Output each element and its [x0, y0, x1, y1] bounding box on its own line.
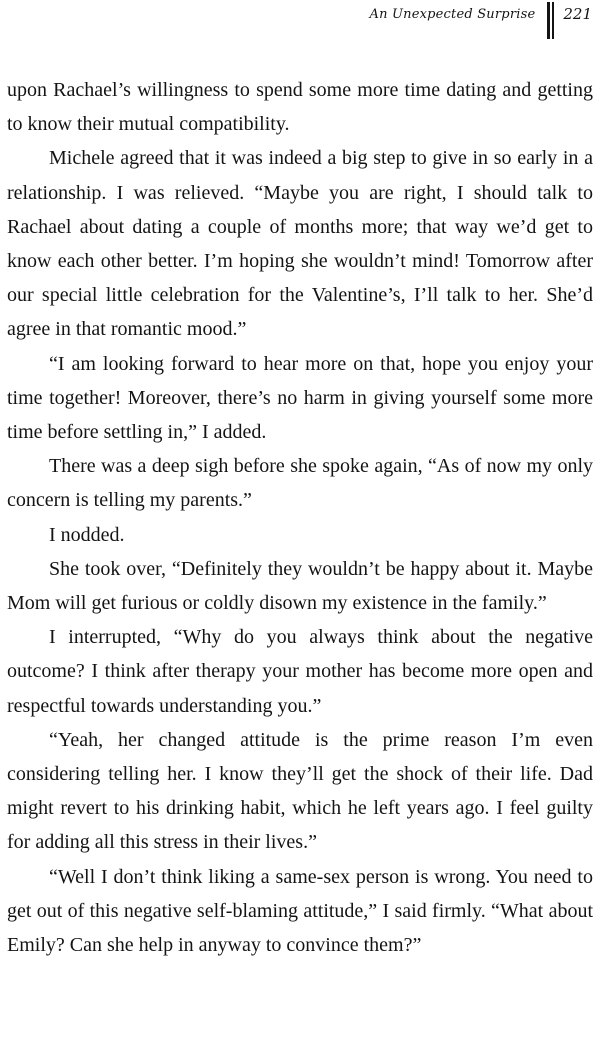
paragraph: “Well I don’t think liking a same-sex person is wrong. You need to get out of this negative self-blaming attitude,” I said firmly. “What about Emily? Can she help in anyway to convince them?”	[7, 865, 593, 957]
page-number: 221	[563, 5, 592, 23]
header-rule	[547, 2, 550, 39]
paragraph: There was a deep sigh before she spoke again, “As of now my only concern is telling my parents.”	[7, 455, 593, 512]
paragraph: “Yeah, her changed attitude is the prime reason I’m even considering telling her. I know they’ll get the shock of their life. Dad might revert to his drinking habit, which he left years ago. I feel guilty for adding all this stress in their lives.”	[7, 728, 593, 854]
running-header	[369, 2, 592, 42]
header-rule	[552, 2, 554, 39]
paragraph: upon Rachael’s willingness to spend some more time dating and getting to know their mutual compatibility.	[7, 79, 593, 136]
paragraph: I nodded.	[49, 523, 125, 546]
running-title: An Unexpected Surprise	[369, 7, 536, 22]
body-text	[7, 73, 593, 962]
paragraph: She took over, “Definitely they wouldn’t be happy about it. Maybe Mom will get furious or coldly disown my existence in the family.”	[7, 557, 593, 615]
paragraph: “I am looking forward to hear more on that, hope you enjoy your time together! Moreover, there’s no harm in giving yourself some more time before settling in,” I added.	[7, 352, 593, 444]
paragraph: I interrupted, “Why do you always think about the negative outcome? I think after therapy your mother has become more open and respectful towards understanding you.”	[7, 626, 593, 717]
paragraph: Michele agreed that it was indeed a big step to give in so early in a relationship. I was relieved. “Maybe you are right, I should talk to Rachael about dating a couple of months more; that way we’d get to know each other better. I’m hoping she wouldn’t mind! Tomorrow after our special little celebration for the Valentine’s, I’ll talk to her. She’d agree in that romantic mood.”	[7, 147, 593, 341]
